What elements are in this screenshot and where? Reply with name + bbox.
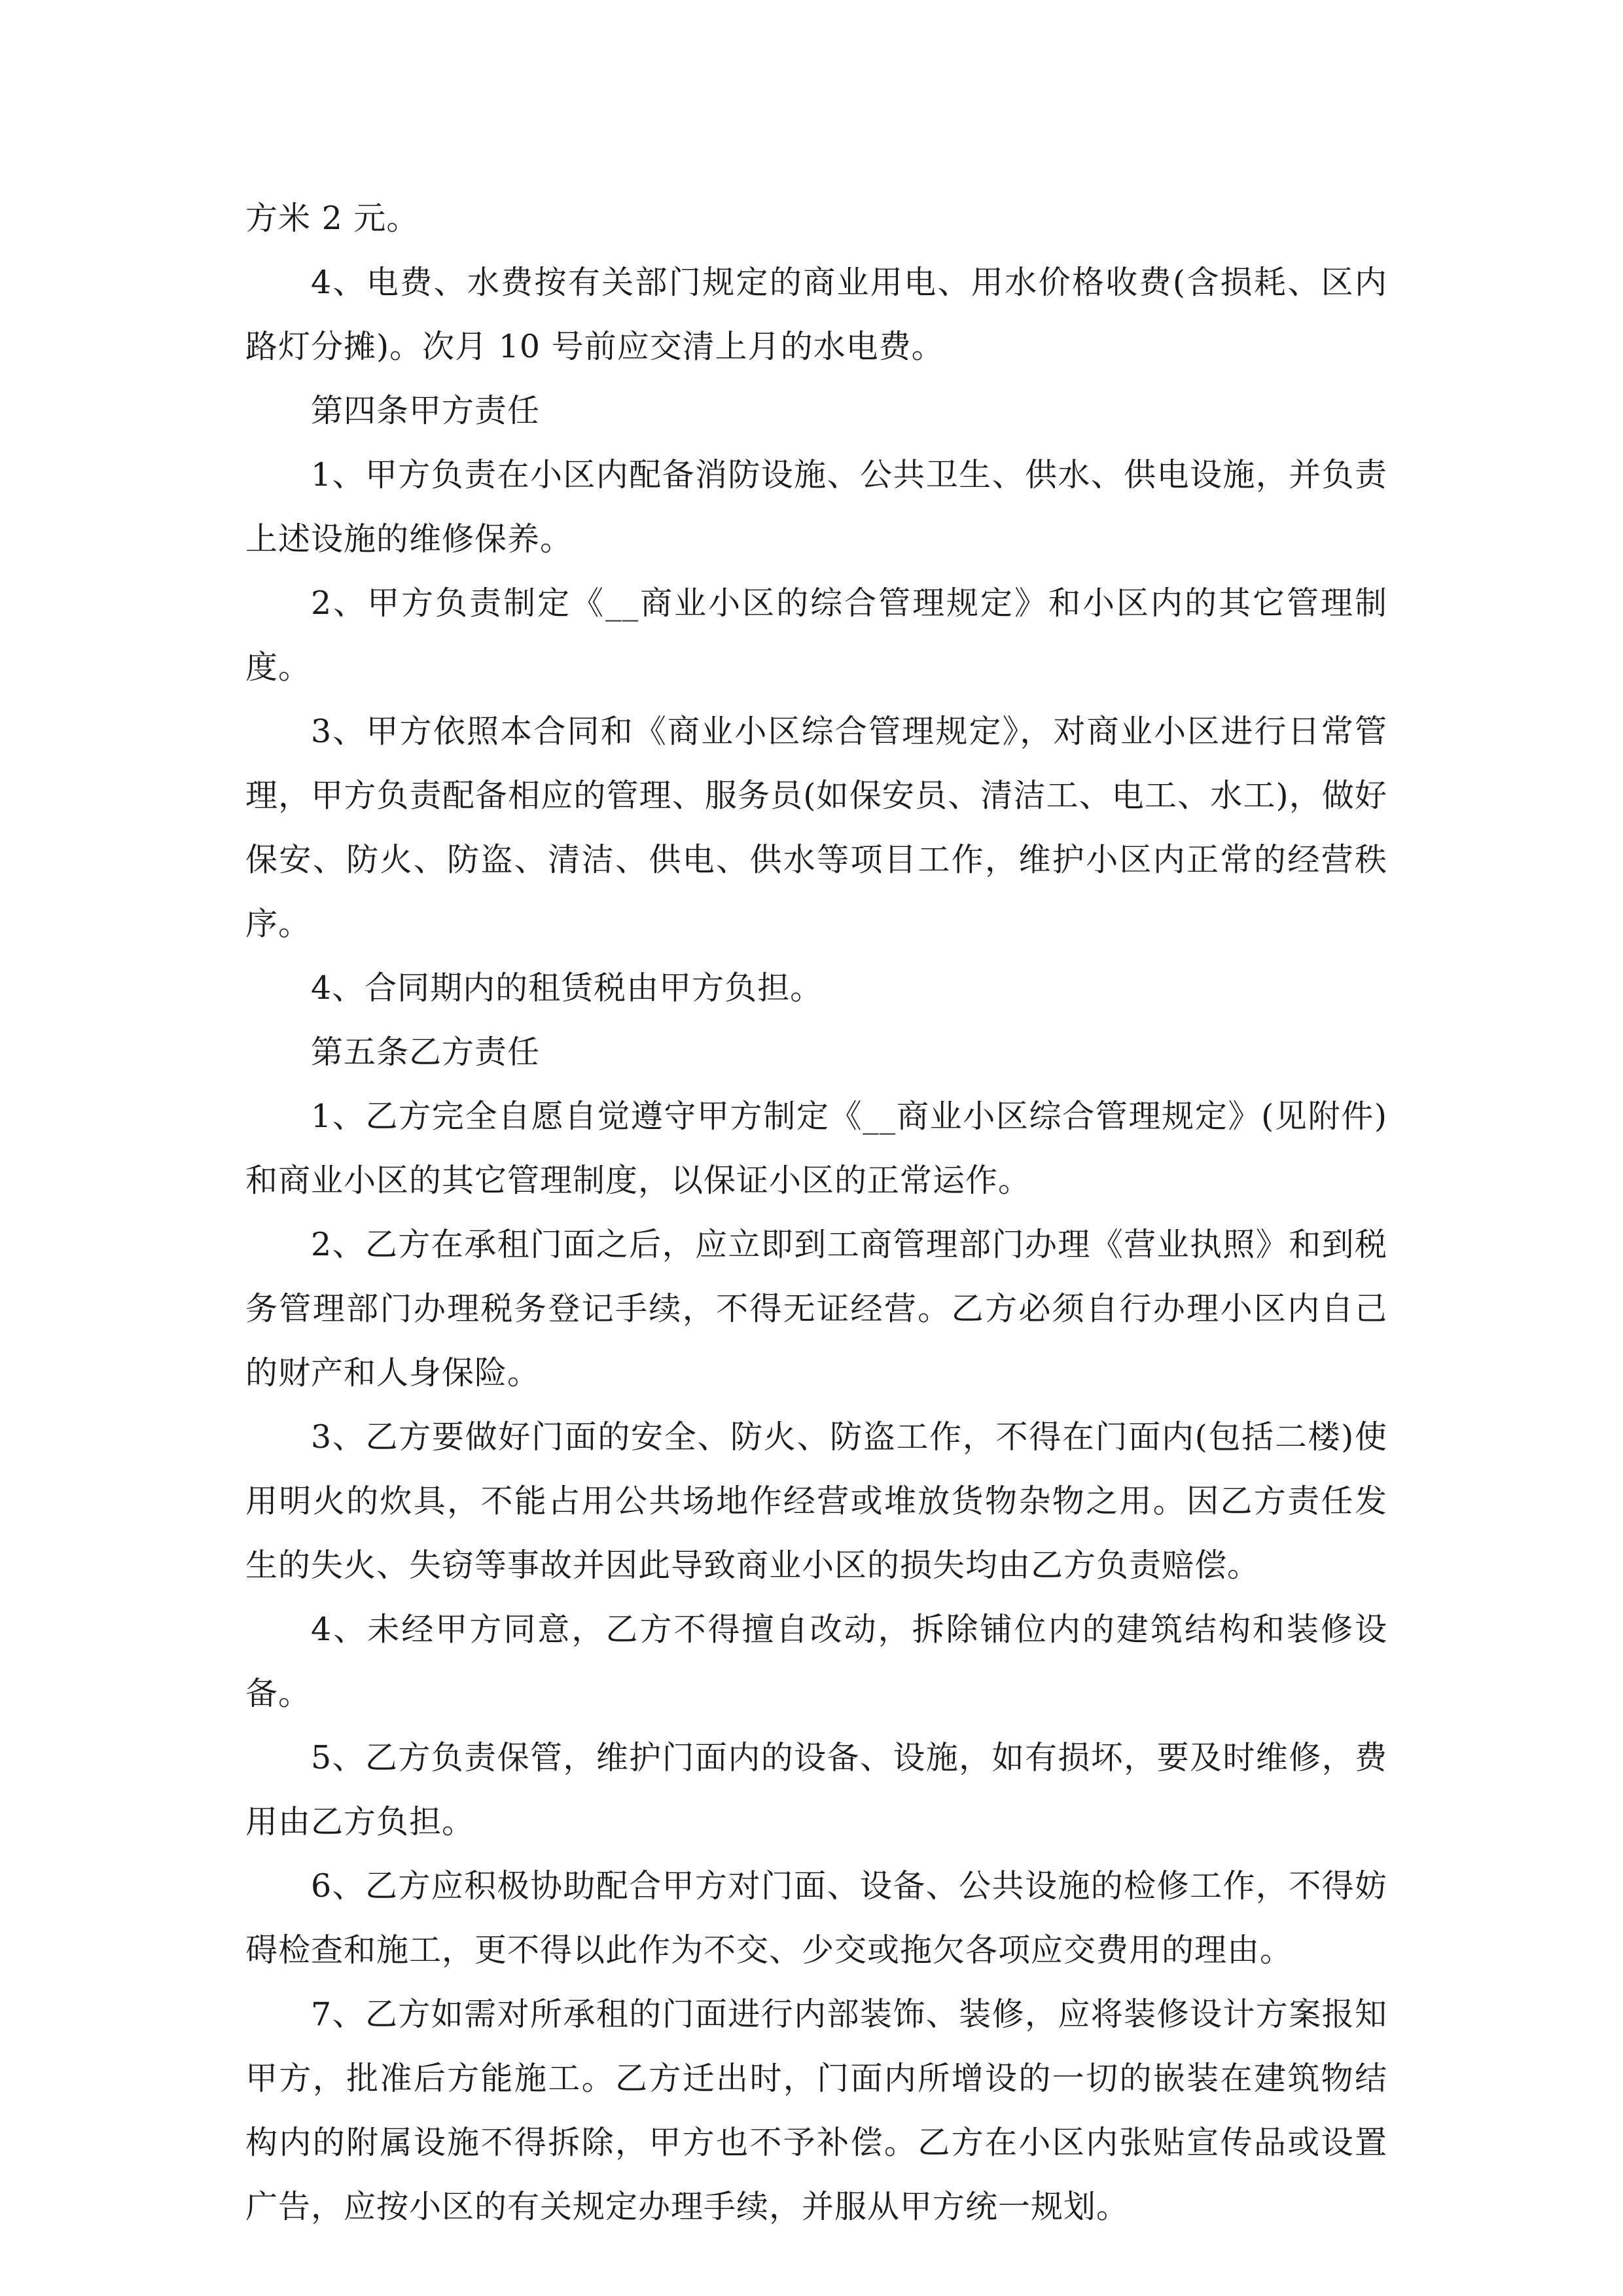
document-page — [245, 187, 1387, 2239]
paragraph-article-4-item-4: 4、合同期内的租赁税由甲方负担。 — [311, 969, 823, 1007]
paragraph-article-5-item-4: 4、未经甲方同意，乙方不得擅自改动，拆除铺位内的建筑结构和装修设备。 — [245, 1611, 1387, 1712]
paragraph-article-4-item-2: 2、甲方负责制定《__商业小区的综合管理规定》和小区内的其它管理制度。 — [245, 584, 1387, 686]
paragraph-article-5-item-7: 7、乙方如需对所承租的门面进行内部装饰、装修，应将装修设计方案报知甲方，批准后方能施工。乙方迁出时，门面内所增设的一切的嵌装在建筑物结构内的附属设施不得拆除，甲方也不予补偿。乙方在小区内张贴宣传品或设置广告，应按小区的有关规定办理手续，并服从甲方统一规划。 — [245, 1996, 1387, 2225]
paragraph-article-5-item-3: 3、乙方要做好门面的安全、防火、防盗工作，不得在门面内(包括二楼)使用明火的炊具，不能占用公共场地作经营或堆放货物杂物之用。因乙方责任发生的失火、失窃等事故并因此导致商业小区的损失均由乙方负责赔偿。 — [245, 1418, 1387, 1584]
paragraph-article-5-item-1: 1、乙方完全自愿自觉遵守甲方制定《__商业小区综合管理规定》(见附件)和商业小区的其它管理制度，以保证小区的正常运作。 — [245, 1098, 1387, 1199]
paragraph-article-4-item-3: 3、甲方依照本合同和《商业小区综合管理规定》，对商业小区进行日常管理，甲方负责配备相应的管理、服务员(如保安员、清洁工、电工、水工)，做好保安、防火、防盗、清洁、供电、供水等项目工作，维护小区内正常的经营秩序。 — [245, 713, 1387, 942]
paragraph-article-5-item-6: 6、乙方应积极协助配合甲方对门面、设备、公共设施的检修工作，不得妨碍检查和施工，更不得以此作为不交、少交或拖欠各项应交费用的理由。 — [245, 1867, 1387, 1969]
article-4-heading: 第四条甲方责任 — [311, 392, 541, 429]
article-5-heading: 第五条乙方责任 — [311, 1033, 541, 1071]
paragraph-article-5-item-2: 2、乙方在承租门面之后，应立即到工商管理部门办理《营业执照》和到税务管理部门办理税务登记手续，不得无证经营。乙方必须自行办理小区内自己的财产和人身保险。 — [245, 1226, 1387, 1391]
paragraph-fee-continuation: 方米 2 元。 — [245, 200, 419, 237]
paragraph-article-4-item-1: 1、甲方负责在小区内配备消防设施、公共卫生、供水、供电设施，并负责上述设施的维修保养。 — [245, 456, 1387, 558]
paragraph-utility-fees: 4、电费、水费按有关部门规定的商业用电、用水价格收费(含损耗、区内路灯分摊)。次月 10 号前应交清上月的水电费。 — [245, 264, 1387, 365]
paragraph-article-5-item-5: 5、乙方负责保管，维护门面内的设备、设施，如有损坏，要及时维修，费用由乙方负担。 — [245, 1739, 1387, 1840]
